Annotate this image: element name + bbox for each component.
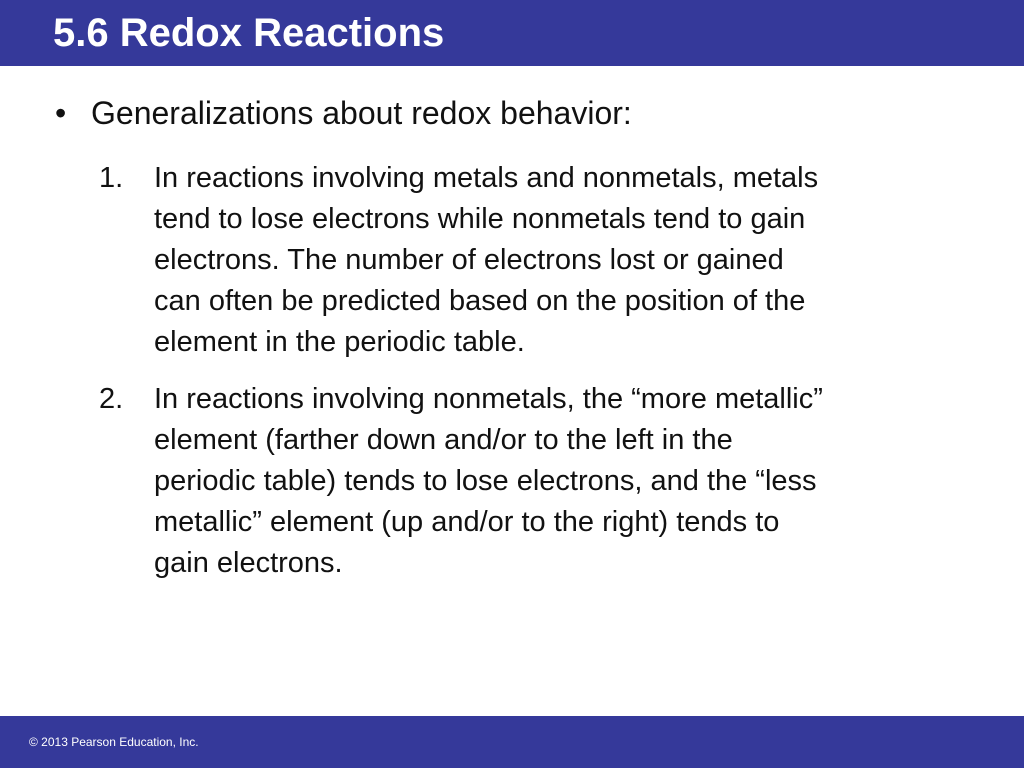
bullet-icon: • <box>55 95 67 131</box>
footer-bar <box>0 716 1024 768</box>
bullet-text: Generalizations about redox behavior: <box>91 95 632 131</box>
item-line: In reactions involving nonmetals, the “more metallic” <box>154 383 823 415</box>
item-line: gain electrons. <box>154 547 343 579</box>
item-line: electrons. The number of electrons lost or gained <box>154 244 784 276</box>
item-line: tend to lose electrons while nonmetals tend to gain <box>154 203 806 235</box>
item-text <box>154 379 954 584</box>
item-line: metallic” element (up and/or to the right) tends to <box>154 506 780 538</box>
main-bullet <box>55 93 632 133</box>
copyright-notice: © 2013 Pearson Education, Inc. <box>29 735 199 749</box>
item-line: element in the periodic table. <box>154 326 525 358</box>
item-line: periodic table) tends to lose electrons, and the “less <box>154 465 817 497</box>
item-line: element (farther down and/or to the left in the <box>154 424 733 456</box>
item-number: 2. <box>99 383 124 415</box>
slide-title: 5.6 Redox Reactions <box>53 11 445 55</box>
item-line: In reactions involving metals and nonmetals, metals <box>154 162 819 194</box>
title-bar <box>0 0 1024 66</box>
item-line: can often be predicted based on the position of the <box>154 285 806 317</box>
item-number: 1. <box>99 162 124 194</box>
item-text <box>154 158 954 363</box>
